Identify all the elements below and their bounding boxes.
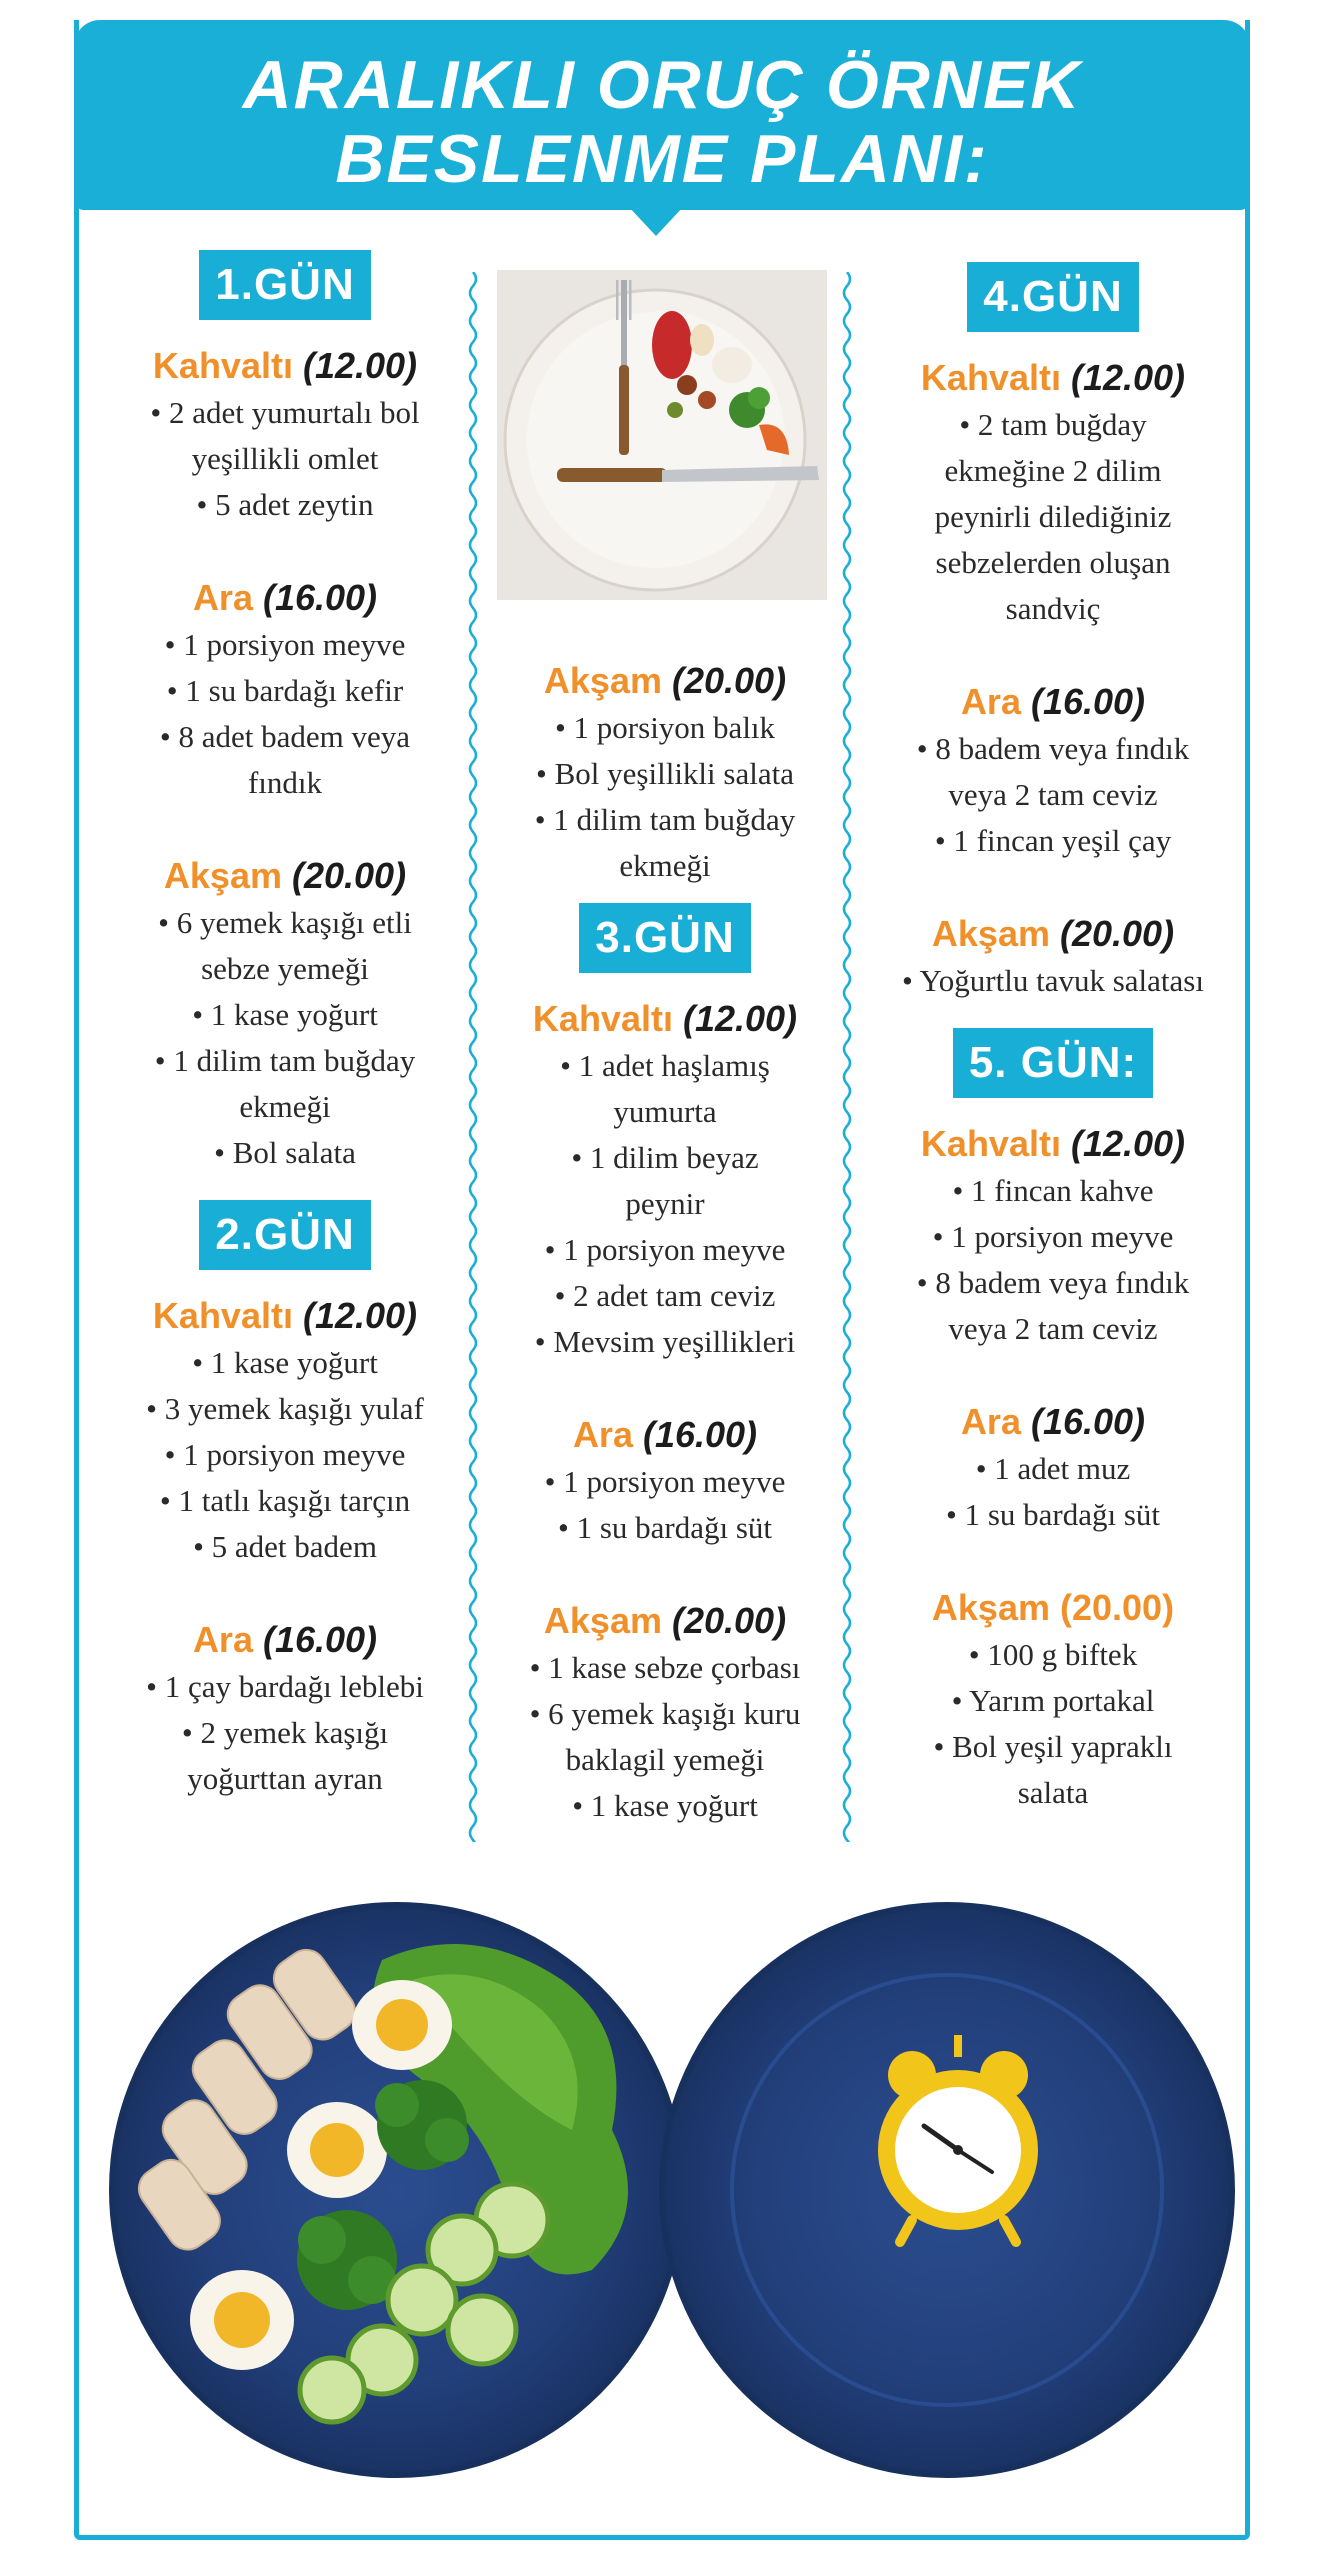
meal-item: • 1 porsiyon meyve bbox=[164, 1437, 406, 1472]
meal-name: Akşam bbox=[163, 855, 282, 896]
meal-item: • 5 adet zeytin bbox=[196, 487, 374, 522]
meal-heading bbox=[100, 1292, 470, 1340]
meal-heading bbox=[100, 342, 470, 390]
day-1-badge: 1.GÜN bbox=[199, 250, 370, 320]
day-3-breakfast bbox=[490, 995, 840, 1365]
meal-item: • 1 su bardağı süt bbox=[557, 1510, 773, 1545]
meal-item: peynirli dilediğiniz bbox=[934, 499, 1172, 534]
meal-item: • 8 badem veya fındık bbox=[916, 1265, 1190, 1300]
meal-item: • Mevsim yeşillikleri bbox=[534, 1324, 796, 1359]
meal-item: yumurta bbox=[613, 1094, 717, 1129]
meal-time: (16.00) bbox=[642, 1414, 758, 1455]
meal-heading bbox=[868, 354, 1238, 402]
meal-name: Ara bbox=[960, 681, 1021, 722]
meal-item: • 1 adet muz bbox=[975, 1451, 1131, 1486]
day-2-badge: 2.GÜN bbox=[199, 1200, 370, 1270]
meal-time: (12.00) bbox=[682, 998, 798, 1039]
meal-time: (16.00) bbox=[262, 577, 378, 618]
meal-item: • Yarım portakal bbox=[951, 1683, 1155, 1718]
meal-heading bbox=[490, 1597, 840, 1645]
meal-item: veya 2 tam ceviz bbox=[948, 1311, 1158, 1346]
meal-item: veya 2 tam ceviz bbox=[948, 777, 1158, 812]
meal-item: • 1 tatlı kaşığı tarçın bbox=[159, 1483, 411, 1518]
meal-name: Akşam bbox=[543, 1600, 662, 1641]
meal-item: • 2 adet yumurtalı bol bbox=[150, 395, 420, 430]
meal-name: Akşam bbox=[543, 660, 662, 701]
meal-time: (20.00) bbox=[672, 1600, 787, 1641]
meal-time: (12.00) bbox=[1070, 357, 1186, 398]
meal-item: • 1 dilim beyaz bbox=[571, 1140, 759, 1175]
meal-item: ekmeği bbox=[619, 848, 711, 883]
meal-item: • 1 kase yoğurt bbox=[572, 1788, 758, 1823]
day-4-badge: 4.GÜN bbox=[967, 262, 1138, 332]
meal-time: (20.00) bbox=[292, 855, 407, 896]
meal-time: (20.00) bbox=[1060, 913, 1175, 954]
meal-heading bbox=[100, 1616, 470, 1664]
meal-item: • 1 su bardağı süt bbox=[945, 1497, 1161, 1532]
meal-item: yeşillikli omlet bbox=[191, 441, 379, 476]
title-banner bbox=[74, 20, 1250, 210]
meal-item: sandviç bbox=[1005, 591, 1101, 626]
meal-item: • Bol salata bbox=[214, 1135, 356, 1170]
meal-item: • 1 kase yoğurt bbox=[192, 1345, 378, 1380]
meal-item: • 6 yemek kaşığı kuru bbox=[529, 1696, 801, 1731]
meal-name: Akşam bbox=[931, 913, 1050, 954]
meal-item: peynir bbox=[625, 1186, 705, 1221]
meal-item: • 2 tam buğday bbox=[959, 407, 1147, 442]
day-5-dinner bbox=[868, 1584, 1238, 1816]
meal-heading bbox=[868, 678, 1238, 726]
day-3-badge: 3.GÜN bbox=[579, 903, 750, 973]
meal-item: • Bol yeşil yapraklı bbox=[933, 1729, 1173, 1764]
meal-time: (12.00) bbox=[1070, 1123, 1186, 1164]
wavy-divider-right bbox=[840, 272, 854, 1842]
meal-item: • Yoğurtlu tavuk salatası bbox=[902, 963, 1204, 998]
meal-name: Kahvaltı bbox=[152, 1295, 293, 1336]
day-1-breakfast bbox=[100, 342, 470, 528]
meal-item: • 1 fincan yeşil çay bbox=[934, 823, 1172, 858]
meal-item: • 1 kase sebze çorbası bbox=[529, 1650, 801, 1685]
meal-item: • 1 fincan kahve bbox=[952, 1173, 1154, 1208]
meal-heading bbox=[490, 995, 840, 1043]
meal-item: • 2 adet tam ceviz bbox=[554, 1278, 776, 1313]
meal-name: Kahvaltı bbox=[152, 345, 293, 386]
meal-heading bbox=[490, 1411, 840, 1459]
meal-name: Akşam bbox=[931, 1587, 1050, 1628]
meal-item: sebze yemeği bbox=[201, 951, 369, 986]
meal-item: • 1 porsiyon meyve bbox=[544, 1232, 786, 1267]
meal-name: Kahvaltı bbox=[920, 357, 1061, 398]
meal-item: • 1 dilim tam buğday bbox=[534, 802, 796, 837]
meal-heading bbox=[100, 852, 470, 900]
day-2-dinner bbox=[490, 657, 840, 889]
meal-item: • 1 porsiyon meyve bbox=[932, 1219, 1174, 1254]
day-5-badge: 5. GÜN: bbox=[953, 1028, 1153, 1098]
day-5-snack bbox=[868, 1398, 1238, 1538]
meal-item: • Bol yeşillikli salata bbox=[536, 756, 794, 791]
meal-heading bbox=[868, 910, 1238, 958]
meal-item: • 1 porsiyon balık bbox=[554, 710, 776, 745]
meal-item: • 8 adet badem veya bbox=[159, 719, 411, 754]
day-5-breakfast bbox=[868, 1120, 1238, 1352]
meal-item: ekmeği bbox=[239, 1089, 331, 1124]
meal-item: baklagil yemeği bbox=[565, 1742, 765, 1777]
column-middle bbox=[490, 250, 840, 1829]
meal-item: • 1 çay bardağı leblebi bbox=[146, 1669, 424, 1704]
page-title bbox=[74, 20, 1250, 196]
meal-item: • 1 su bardağı kefir bbox=[166, 673, 404, 708]
meal-heading bbox=[490, 657, 840, 705]
meal-name: Ara bbox=[960, 1401, 1021, 1442]
meal-name: Kahvaltı bbox=[532, 998, 673, 1039]
meal-heading bbox=[868, 1584, 1238, 1632]
day-3-snack bbox=[490, 1411, 840, 1551]
day-3-dinner bbox=[490, 1597, 840, 1829]
meal-time: (16.00) bbox=[262, 1619, 378, 1660]
meal-item: • 1 porsiyon meyve bbox=[544, 1464, 786, 1499]
meal-time: (16.00) bbox=[1030, 1401, 1146, 1442]
day-2-snack bbox=[100, 1616, 470, 1802]
meal-name: Kahvaltı bbox=[920, 1123, 1061, 1164]
meal-item: sebzelerden oluşan bbox=[935, 545, 1171, 580]
meal-item: yoğurttan ayran bbox=[187, 1761, 383, 1796]
meal-item: • 8 badem veya fındık bbox=[916, 731, 1190, 766]
meal-item: salata bbox=[1017, 1775, 1089, 1810]
meal-name: Ara bbox=[572, 1414, 633, 1455]
meal-item: • 1 dilim tam buğday bbox=[154, 1043, 416, 1078]
meal-item: • 1 adet haşlamış bbox=[560, 1048, 770, 1083]
meal-item: • 1 kase yoğurt bbox=[192, 997, 378, 1032]
meal-name: Ara bbox=[192, 1619, 253, 1660]
meal-item: ekmeğine 2 dilim bbox=[944, 453, 1162, 488]
title-line-1: ARALIKLI ORUÇ ÖRNEK bbox=[242, 47, 1082, 123]
column-left bbox=[100, 250, 470, 1802]
title-line-2: BESLENME PLANI: bbox=[335, 121, 989, 197]
meal-heading bbox=[100, 574, 470, 622]
meal-item: • 6 yemek kaşığı etli bbox=[158, 905, 412, 940]
meal-time: (12.00) bbox=[302, 1295, 418, 1336]
meal-time: (20.00) bbox=[672, 660, 787, 701]
day-1-dinner bbox=[100, 852, 470, 1176]
plates-photo bbox=[92, 1890, 1242, 2490]
day-4-snack bbox=[868, 678, 1238, 864]
day-4-breakfast bbox=[868, 354, 1238, 632]
day-1-snack bbox=[100, 574, 470, 806]
meal-item: • 3 yemek kaşığı yulaf bbox=[146, 1391, 424, 1426]
banner-pointer bbox=[628, 206, 684, 236]
day-4-dinner bbox=[868, 910, 1238, 1004]
meal-item: • 100 g biftek bbox=[968, 1637, 1138, 1672]
plates-illustration bbox=[92, 1890, 1242, 2490]
column-right bbox=[868, 250, 1238, 1816]
meal-time: (20.00) bbox=[1060, 1587, 1175, 1628]
day-2-breakfast bbox=[100, 1292, 470, 1570]
meal-time: (12.00) bbox=[302, 345, 418, 386]
meal-item: • 2 yemek kaşığı bbox=[181, 1715, 389, 1750]
meal-time: (16.00) bbox=[1030, 681, 1146, 722]
meal-item: • 5 adet badem bbox=[193, 1529, 377, 1564]
meal-heading bbox=[868, 1398, 1238, 1446]
meal-heading bbox=[868, 1120, 1238, 1168]
meal-name: Ara bbox=[192, 577, 253, 618]
meal-item: fındık bbox=[247, 765, 323, 800]
meal-item: • 1 porsiyon meyve bbox=[164, 627, 406, 662]
